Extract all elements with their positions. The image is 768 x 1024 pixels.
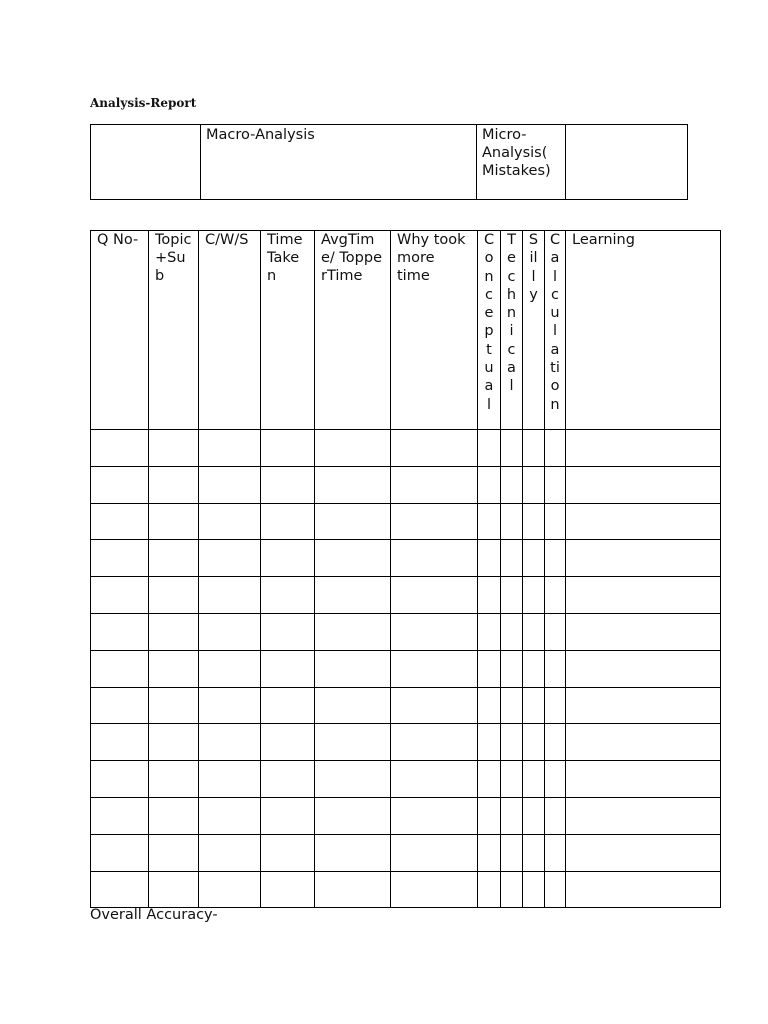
cell-avg-topper-time[interactable] [315,761,391,798]
cell-technical[interactable] [501,577,523,614]
cell-topic-sub[interactable] [149,577,199,614]
table-row [91,687,721,724]
cell-calculation[interactable] [545,687,566,724]
cell-why-more-time[interactable] [391,834,478,871]
cell-silly[interactable] [523,540,545,577]
cell-silly[interactable] [523,761,545,798]
cell-topic-sub[interactable] [149,834,199,871]
cell-cws[interactable] [199,503,261,540]
cell-calculation[interactable] [545,430,566,467]
cell-q-no[interactable] [91,687,149,724]
cell-technical[interactable] [501,466,523,503]
cell-avg-topper-time[interactable] [315,724,391,761]
cell-learning[interactable] [566,540,721,577]
cell-learning[interactable] [566,687,721,724]
cell-avg-topper-time[interactable] [315,466,391,503]
cell-learning[interactable] [566,503,721,540]
cell-cws[interactable] [199,834,261,871]
cell-calculation[interactable] [545,724,566,761]
cell-q-no[interactable] [91,650,149,687]
cell-why-more-time[interactable] [391,466,478,503]
cell-q-no[interactable] [91,577,149,614]
cell-time-taken[interactable] [261,577,315,614]
cell-why-more-time[interactable] [391,503,478,540]
cell-why-more-time[interactable] [391,613,478,650]
cell-why-more-time[interactable] [391,761,478,798]
cell-cws[interactable] [199,724,261,761]
header-topic-sub: Topic+Sub [149,231,199,430]
cell-avg-topper-time[interactable] [315,577,391,614]
cell-conceptual[interactable] [478,650,501,687]
cell-why-more-time[interactable] [391,430,478,467]
header-why-more-time: Why took more time [391,231,478,430]
cell-calculation[interactable] [545,650,566,687]
header-conceptual [478,231,501,430]
cell-time-taken[interactable] [261,430,315,467]
cell-calculation[interactable] [545,466,566,503]
cell-learning[interactable] [566,871,721,908]
cell-why-more-time[interactable] [391,650,478,687]
cell-cws[interactable] [199,577,261,614]
cell-silly[interactable] [523,834,545,871]
cell-learning[interactable] [566,613,721,650]
cell-technical[interactable] [501,687,523,724]
cell-avg-topper-time[interactable] [315,613,391,650]
cell-time-taken[interactable] [261,761,315,798]
cell-topic-sub[interactable] [149,871,199,908]
cell-why-more-time[interactable] [391,871,478,908]
cell-cws[interactable] [199,430,261,467]
table-header-row [91,231,721,430]
cell-learning[interactable] [566,430,721,467]
cell-topic-sub[interactable] [149,650,199,687]
table-row [91,430,721,467]
cell-calculation[interactable] [545,613,566,650]
cell-cws[interactable] [199,540,261,577]
cell-time-taken[interactable] [261,540,315,577]
cell-topic-sub[interactable] [149,761,199,798]
table-row [91,724,721,761]
cell-technical[interactable] [501,724,523,761]
cell-why-more-time[interactable] [391,540,478,577]
cell-time-taken[interactable] [261,687,315,724]
cell-conceptual[interactable] [478,761,501,798]
header-calculation [545,231,566,430]
cell-q-no[interactable] [91,834,149,871]
cell-silly[interactable] [523,687,545,724]
cell-technical[interactable] [501,430,523,467]
table-row [91,650,721,687]
cell-q-no[interactable] [91,871,149,908]
cell-silly[interactable] [523,613,545,650]
header-silly [523,231,545,430]
cell-learning[interactable] [566,650,721,687]
cell-conceptual[interactable] [478,687,501,724]
cell-technical[interactable] [501,503,523,540]
header-silly-label: Silly [528,232,539,303]
header-conceptual-label: Conceptual [484,232,495,413]
cell-learning[interactable] [566,834,721,871]
cell-silly[interactable] [523,466,545,503]
cell-cws[interactable] [199,613,261,650]
cell-q-no[interactable] [91,613,149,650]
macro-analysis-cell[interactable]: Macro-Analysis [201,125,477,200]
cell-calculation[interactable] [545,540,566,577]
table-row [91,871,721,908]
cell-avg-topper-time[interactable] [315,650,391,687]
cell-conceptual[interactable] [478,834,501,871]
cell-learning[interactable] [566,724,721,761]
cell-topic-sub[interactable] [149,687,199,724]
header-q-no: Q No- [91,231,149,430]
cell-q-no[interactable] [91,797,149,834]
cell-conceptual[interactable] [478,503,501,540]
report-title: Analysis-Report [90,96,197,110]
cell-technical[interactable] [501,540,523,577]
table-row [91,540,721,577]
cell-avg-topper-time[interactable] [315,430,391,467]
cell-avg-topper-time[interactable] [315,540,391,577]
cell-topic-sub[interactable] [149,797,199,834]
table-row [91,834,721,871]
table-body [91,430,721,908]
cell-q-no[interactable] [91,430,149,467]
cell-technical[interactable] [501,650,523,687]
cell-silly[interactable] [523,797,545,834]
cell-silly[interactable] [523,430,545,467]
cell-avg-topper-time[interactable] [315,834,391,871]
cell-cws[interactable] [199,650,261,687]
cell-technical[interactable] [501,613,523,650]
cell-learning[interactable] [566,466,721,503]
header-time-taken: Time Taken [261,231,315,430]
cell-q-no[interactable] [91,466,149,503]
micro-analysis-cell[interactable]: Micro-Analysis( Mistakes) [477,125,566,200]
cell-calculation[interactable] [545,503,566,540]
cell-cws[interactable] [199,466,261,503]
cell-q-no[interactable] [91,724,149,761]
macro-micro-summary-table [90,124,688,200]
cell-calculation[interactable] [545,797,566,834]
cell-learning[interactable] [566,761,721,798]
header-avg-topper-time: AvgTime/ TopperTime [315,231,391,430]
cell-time-taken[interactable] [261,724,315,761]
cell-cws[interactable] [199,687,261,724]
summary-blank-cell[interactable] [91,125,201,200]
cell-avg-topper-time[interactable] [315,503,391,540]
overall-accuracy-label: Overall Accuracy- [90,907,218,923]
summary-blank-cell[interactable] [566,125,688,200]
cell-time-taken[interactable] [261,834,315,871]
cell-silly[interactable] [523,577,545,614]
question-analysis-table [90,230,721,908]
cell-why-more-time[interactable] [391,797,478,834]
cell-why-more-time[interactable] [391,577,478,614]
cell-cws[interactable] [199,871,261,908]
cell-technical[interactable] [501,834,523,871]
cell-calculation[interactable] [545,834,566,871]
cell-time-taken[interactable] [261,871,315,908]
cell-cws[interactable] [199,761,261,798]
cell-q-no[interactable] [91,761,149,798]
cell-avg-topper-time[interactable] [315,797,391,834]
cell-time-taken[interactable] [261,797,315,834]
table-row [91,503,721,540]
cell-topic-sub[interactable] [149,540,199,577]
cell-calculation[interactable] [545,761,566,798]
table-row [91,613,721,650]
cell-conceptual[interactable] [478,430,501,467]
cell-time-taken[interactable] [261,613,315,650]
cell-why-more-time[interactable] [391,724,478,761]
header-calculation-label: Calculation [550,232,561,413]
cell-conceptual[interactable] [478,466,501,503]
cell-conceptual[interactable] [478,724,501,761]
table-row [91,577,721,614]
cell-topic-sub[interactable] [149,466,199,503]
cell-q-no[interactable] [91,503,149,540]
header-technical-label: Technical [506,232,517,395]
cell-silly[interactable] [523,650,545,687]
cell-avg-topper-time[interactable] [315,687,391,724]
table-row [91,466,721,503]
table-row [91,761,721,798]
cell-time-taken[interactable] [261,503,315,540]
cell-time-taken[interactable] [261,466,315,503]
cell-avg-topper-time[interactable] [315,871,391,908]
summary-row [91,125,688,200]
cell-conceptual[interactable] [478,871,501,908]
cell-learning[interactable] [566,797,721,834]
cell-technical[interactable] [501,797,523,834]
header-cws: C/W/S [199,231,261,430]
cell-calculation[interactable] [545,577,566,614]
cell-silly[interactable] [523,503,545,540]
cell-calculation[interactable] [545,871,566,908]
cell-technical[interactable] [501,761,523,798]
cell-conceptual[interactable] [478,577,501,614]
cell-silly[interactable] [523,724,545,761]
cell-q-no[interactable] [91,540,149,577]
cell-cws[interactable] [199,797,261,834]
cell-topic-sub[interactable] [149,430,199,467]
cell-conceptual[interactable] [478,540,501,577]
header-technical [501,231,523,430]
cell-technical[interactable] [501,871,523,908]
cell-why-more-time[interactable] [391,687,478,724]
cell-conceptual[interactable] [478,613,501,650]
cell-conceptual[interactable] [478,797,501,834]
table-row [91,797,721,834]
cell-topic-sub[interactable] [149,613,199,650]
cell-silly[interactable] [523,871,545,908]
cell-time-taken[interactable] [261,650,315,687]
cell-topic-sub[interactable] [149,503,199,540]
cell-topic-sub[interactable] [149,724,199,761]
header-learning: Learning [566,231,721,430]
cell-learning[interactable] [566,577,721,614]
